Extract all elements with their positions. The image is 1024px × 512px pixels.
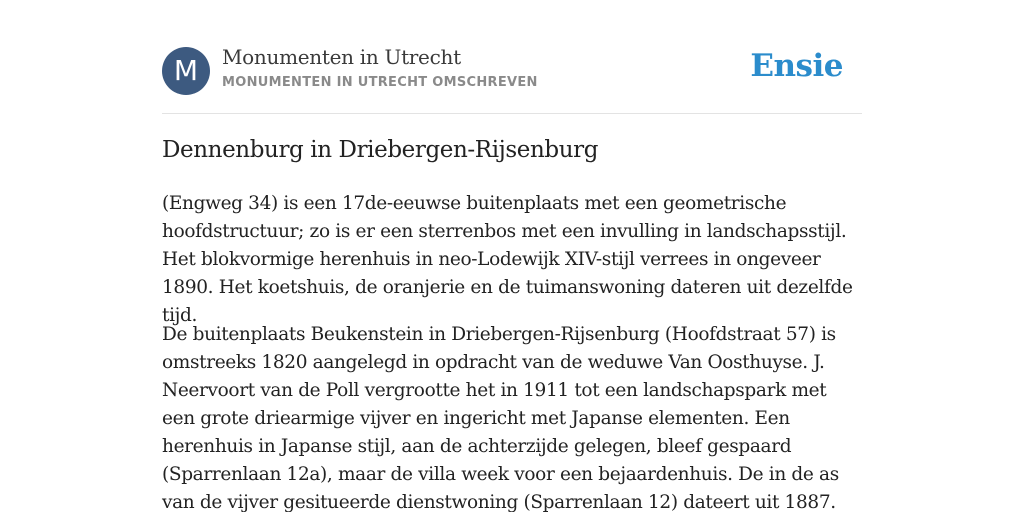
site-header [162,0,862,114]
article-paragraph: (Engweg 34) is een 17de-eeuwse buitenplaats met een geometrische hoofdstructuur; zo is er een sterrenbos met een invulling in landschapsstijl. Het blokvormige herenhuis in neo-Lodewijk XIV-stijl verrees in ongeveer 1890. Het koetshuis, de oranjerie en de tuimanswoning dateren uit dezelfde tijd. [162,193,853,326]
content-container [162,0,862,512]
avatar[interactable]: M [162,47,210,95]
brand-logo[interactable]: Ensie [750,48,843,84]
site-subtitle: MONUMENTEN IN UTRECHT OMSCHREVEN [222,75,538,90]
site-title[interactable]: Monumenten in Utrecht [222,45,461,69]
article-title: Dennenburg in Driebergen-Rijsenburg [162,137,599,163]
article-paragraph: De buitenplaats Beukenstein in Driebergen-Rijsenburg (Hoofdstraat 57) is omstreeks 1820 aangelegd in opdracht van de weduwe Van Oosthuyse. J. Neervoort van de Poll vergrootte het in 1911 tot een landschapspark met een grote driearmige vijver en ingericht met Japanse elementen. Een herenhuis in Japanse stijl, aan de achterzijde gelegen, bleef gespaard (Sparrenlaan 12a), maar de villa week voor een bejaardenhuis. De in de as van de vijver gesitueerde dienstwoning (Sparrenlaan 12) dateert uit 1887. [162,324,839,512]
